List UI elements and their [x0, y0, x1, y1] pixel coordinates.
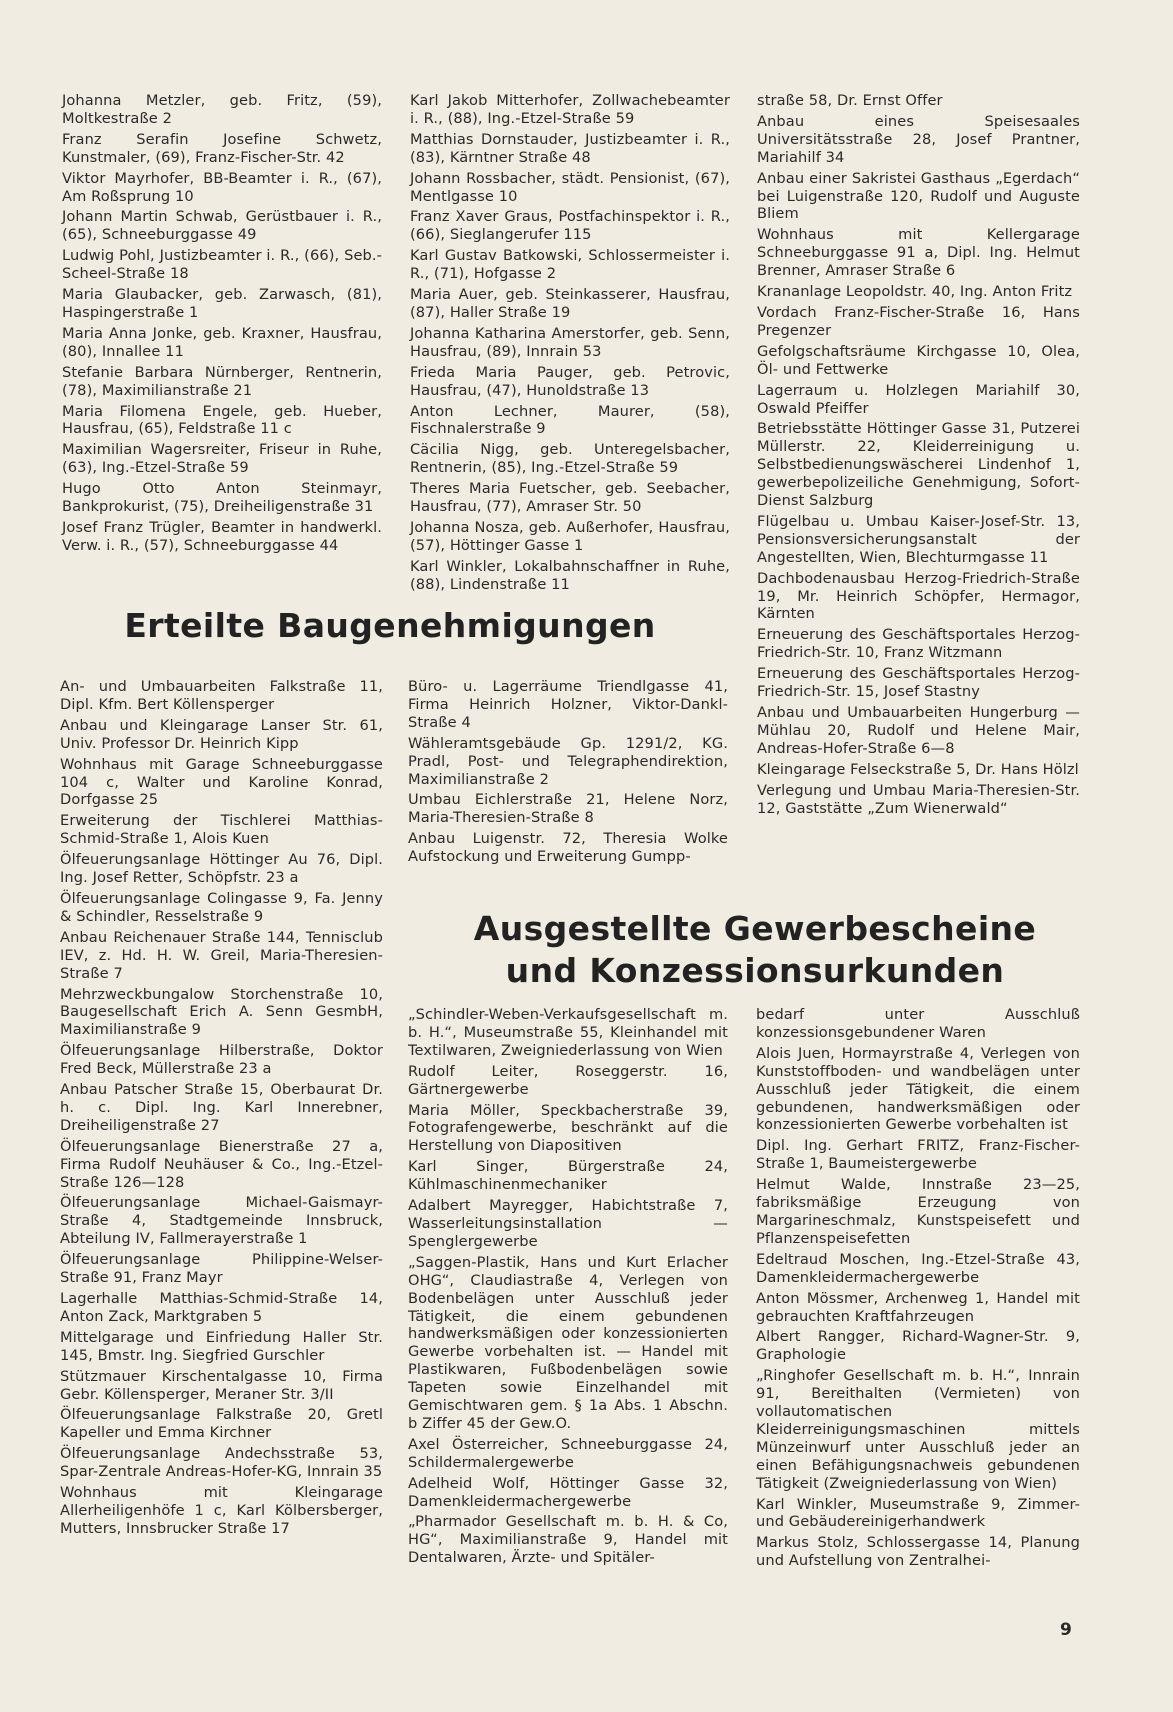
section-heading-baugenehmigungen: Erteilte Baugenehmigungen — [124, 606, 656, 645]
list-item: Anbau und Kleingarage Lanser Str. 61, Univ. Professor Dr. Heinrich Kipp — [60, 716, 383, 752]
list-item: straße 58, Dr. Ernst Offer — [757, 92, 943, 109]
list-item: Franz Serafin Josefine Schwetz, Kunstmaler, (69), Franz-Fischer-Str. 42 — [62, 130, 382, 166]
list-item: Johanna Nosza, geb. Außerhofer, Hausfrau, (57), Höttinger Gasse 1 — [410, 518, 730, 554]
list-item: Stützmauer Kirschentalgasse 10, Firma Gebr. Köllensperger, Meraner Str. 3/II — [60, 1367, 383, 1403]
list-item: Karl Winkler, Museumstraße 9, Zimmer- und Gebäudereinigerhandwerk — [756, 1495, 1080, 1531]
list-item: Erneuerung des Geschäftsportales Herzog-Friedrich-Str. 15, Josef Stastny — [757, 665, 1080, 701]
list-item: Anton Lechner, Maurer, (58), Fischnalerstraße 9 — [410, 402, 730, 438]
list-item: Dipl. Ing. Gerhart FRITZ, Franz-Fischer-Straße 1, Baumeistergewerbe — [756, 1137, 1080, 1173]
list-item: Karl Gustav Batkowski, Schlossermeister i. R., (71), Hofgasse 2 — [410, 247, 730, 283]
list-item: Umbau Eichlerstraße 21, Helene Norz, Maria-Theresien-Straße 8 — [408, 791, 728, 827]
list-item: Ölfeuerungsanlage Höttinger Au 76, Dipl. Ing. Josef Retter, Schöpfstr. 23 a — [60, 851, 383, 887]
list-item: Anbau einer Sakristei Gasthaus „Egerdach“ bei Luigenstraße 120, Rudolf und Auguste Bliem — [757, 169, 1080, 223]
list-item: Maria Möller, Speckbacherstraße 39, Fotografengewerbe, beschränkt auf die Herstellung von Diapositiven — [408, 1101, 728, 1155]
list-item: Anton Mössmer, Archenweg 1, Handel mit gebrauchten Kraftfahrzeugen — [756, 1289, 1080, 1325]
list-item: Hugo Otto Anton Steinmayr, Bankprokurist, (75), Dreiheiligenstraße 31 — [62, 480, 382, 516]
list-item: Ölfeuerungsanlage Philippine-Welser-Straße 91, Franz Mayr — [60, 1251, 383, 1287]
list-item: Wohnhaus mit Kleingarage Allerheiligenhöfe 1 c, Karl Kölbersberger, Mutters, Innsbrucker Straße 17 — [60, 1484, 383, 1537]
list-item: Krananlage Leopoldstr. 40, Ing. Anton Fritz — [757, 283, 1073, 301]
list-item: Ölfeuerungsanlage Bienerstraße 27 a, Firma Rudolf Neuhäuser & Co., Ing.-Etzel-Straße 126—128 — [60, 1137, 383, 1191]
list-item: Edeltraud Moschen, Ing.-Etzel-Straße 43, Damenkleidermachergewerbe — [756, 1250, 1080, 1286]
list-item: Büro- u. Lagerräume Triendlgasse 41, Firma Heinrich Holzner, Viktor-Dankl-Straße 4 — [408, 678, 728, 731]
list-item: Maximilian Wagersreiter, Friseur in Ruhe, (63), Ing.-Etzel-Straße 59 — [62, 441, 382, 477]
list-item: Anbau und Umbauarbeiten Hungerburg — Mühlau 20, Rudolf und Helene Mair, Andreas-Hofer-Straße 6—8 — [757, 704, 1080, 757]
list-item: Gefolgschaftsräume Kirchgasse 10, Olea, Öl- und Fettwerke — [757, 342, 1080, 378]
list-item: Johanna Katharina Amerstorfer, geb. Senn, Hausfrau, (89), Innrain 53 — [410, 324, 730, 360]
list-item: Anbau Reichenauer Straße 144, Tennisclub IEV, z. Hd. H. W. Greil, Maria-Theresien-Straße 7 — [60, 928, 383, 982]
list-item: Adelheid Wolf, Höttinger Gasse 32, Damenkleidermachergewerbe — [408, 1474, 728, 1510]
list-item: Lagerraum u. Holzlegen Mariahilf 30, Oswald Pfeiffer — [757, 381, 1080, 417]
list-item: Maria Anna Jonke, geb. Kraxner, Hausfrau, (80), Innallee 11 — [62, 324, 382, 360]
list-item: Anbau eines Speisesaales Universitätsstraße 28, Josef Prantner, Mariahilf 34 — [757, 112, 1080, 166]
heading-line: Ausgestellte Gewerbescheine — [473, 909, 1037, 948]
list-item: Anbau Patscher Straße 15, Oberbaurat Dr. h. c. Dipl. Ing. Karl Innerebner, Dreiheiligenstraße 27 — [60, 1081, 383, 1134]
list-item: Dachbodenausbau Herzog-Friedrich-Straße 19, Mr. Heinrich Schöpfer, Hermagor, Kärnten — [757, 569, 1080, 623]
list-item: Albert Rangger, Richard-Wagner-Str. 9, Graphologie — [756, 1328, 1080, 1364]
list-item: Vordach Franz-Fischer-Straße 16, Hans Pregenzer — [757, 303, 1080, 339]
list-item: Johann Rossbacher, städt. Pensionist, (67), Mentlgasse 10 — [410, 169, 730, 205]
list-item: Ölfeuerungsanlage Falkstraße 20, Gretl Kapeller und Emma Kirchner — [60, 1406, 383, 1442]
list-item: Ludwig Pohl, Justizbeamter i. R., (66), Seb.-Scheel-Straße 18 — [62, 247, 382, 283]
list-item: Ölfeuerungsanlage Hilberstraße, Doktor Fred Beck, Müllerstraße 23 a — [60, 1042, 383, 1078]
list-item: Axel Österreicher, Schneeburggasse 24, Schildermalergewerbe — [408, 1435, 728, 1471]
list-item: Flügelbau u. Umbau Kaiser-Josef-Str. 13, Pensionsversicherungsanstalt der Angestellten, Wien, Blechturmgasse 11 — [757, 512, 1080, 566]
list-item: „Ringhofer Gesellschaft m. b. H.“, Innrain 91, Bereithalten (Vermieten) von vollautomatischen Kleiderreinigungsmaschinen mittels Münzeinwurf unter Ausschluß jeder an einen Befähigungsnachweis gebundenen Tätigkeit (Zweigniederlassung von Wien) — [756, 1367, 1080, 1492]
list-item: Franz Xaver Graus, Postfachinspektor i. R., (66), Sieglangerufer 115 — [410, 208, 730, 244]
list-item: Johann Martin Schwab, Gerüstbauer i. R., (65), Schneeburggasse 49 — [62, 208, 382, 244]
list-item: Maria Glaubacker, geb. Zarwasch, (81), Haspingerstraße 1 — [62, 286, 382, 321]
list-item: Anbau Luigenstr. 72, Theresia Wolke Aufstockung und Erweiterung Gumpp- — [408, 830, 728, 866]
list-item: „Schindler-Weben-Verkaufsgesellschaft m. b. H.“, Museumstraße 55, Kleinhandel mit Textilwaren, Zweigniederlassung von Wien — [408, 1006, 728, 1059]
list-item: Theres Maria Fuetscher, geb. Seebacher, Hausfrau, (77), Amraser Str. 50 — [410, 480, 730, 516]
list-item: Markus Stolz, Schlossergasse 14, Planung und Aufstellung von Zentralhei- — [756, 1534, 1080, 1570]
list-item: Alois Juen, Hormayrstraße 4, Verlegen von Kunststoffboden- und wandbelägen unter Ausschluß jeder Tätigkeit, die einem gebundenen, handwerksmäßigen oder konzessionierten Gewerbe vorbehalten ist — [756, 1044, 1080, 1134]
list-item: Ölfeuerungsanlage Michael-Gaismayr-Straße 4, Stadtgemeinde Innsbruck, Abteilung IV, Fallmerayerstraße 1 — [60, 1194, 383, 1248]
list-item: Ölfeuerungsanlage Andechsstraße 53, Spar-Zentrale Andreas-Hofer-KG, Innrain 35 — [60, 1445, 383, 1481]
list-item: Viktor Mayrhofer, BB-Beamter i. R., (67), Am Roßsprung 10 — [62, 169, 382, 205]
list-item: An- und Umbauarbeiten Falkstraße 11, Dipl. Kfm. Bert Köllensperger — [60, 678, 383, 713]
list-item: Rudolf Leiter, Roseggerstr. 16, Gärtnergewerbe — [408, 1062, 728, 1098]
list-item: Ölfeuerungsanlage Colingasse 9, Fa. Jenny & Schindler, Resselstraße 9 — [60, 889, 383, 925]
list-item: Johanna Metzler, geb. Fritz, (59), Moltkestraße 2 — [62, 92, 382, 127]
list-item: Verlegung und Umbau Maria-Theresien-Str. 12, Gaststätte „Zum Wienerwald“ — [757, 781, 1080, 817]
trade-licenses-column-3 — [756, 1006, 1080, 1573]
list-item: bedarf unter Ausschluß konzessionsgebundener Waren — [756, 1006, 1080, 1041]
list-item: Wohnhaus mit Garage Schneeburggasse 104 c, Walter und Karoline Konrad, Dorfgasse 25 — [60, 755, 383, 809]
list-item: Wohnhaus mit Kellergarage Schneeburggasse 91 a, Dipl. Ing. Helmut Brenner, Amraser Straße 6 — [757, 226, 1080, 280]
list-item: Karl Winkler, Lokalbahnschaffner in Ruhe, (88), Lindenstraße 11 — [410, 557, 730, 593]
permits-column-2 — [408, 678, 728, 869]
list-item: Mittelgarage und Einfriedung Haller Str. 145, Bmstr. Ing. Siegfried Gurschler — [60, 1328, 383, 1364]
list-item: Erneuerung des Geschäftsportales Herzog-Friedrich-Str. 10, Franz Witzmann — [757, 626, 1080, 662]
list-item: Karl Singer, Bürgerstraße 24, Kühlmaschinenmechaniker — [408, 1158, 728, 1194]
trade-licenses-column-2 — [408, 1006, 728, 1570]
list-item: Matthias Dornstauder, Justizbeamter i. R., (83), Kärntner Straße 48 — [410, 130, 730, 166]
deaths-column-2 — [410, 92, 730, 597]
list-item: „Pharmador Gesellschaft m. b. H. & Co, HG“, Maximilianstraße 9, Handel mit Dentalwaren, Ärzte- und Spitäler- — [408, 1513, 728, 1567]
deaths-column-1 — [62, 92, 382, 558]
list-item: Maria Auer, geb. Steinkasserer, Hausfrau, (87), Haller Straße 19 — [410, 286, 730, 321]
permits-column-1 — [60, 678, 383, 1541]
list-item: Helmut Walde, Innstraße 23—25, fabriksmäßige Erzeugung von Margarineschmalz, Kunstspeisefett und Pflanzenspeisefetten — [756, 1176, 1080, 1247]
list-item: Betriebsstätte Höttinger Gasse 31, Putzerei Müllerstr. 22, Kleiderreinigung u. Selbstbedienungswäscherei Lindenhof 1, gewerbepolizeiliche Genehmigung, Sofort-Dienst Salzburg — [757, 420, 1080, 510]
list-item: Stefanie Barbara Nürnberger, Rentnerin, (78), Maximilianstraße 21 — [62, 363, 382, 399]
list-item: Frieda Maria Pauger, geb. Petrovic, Hausfrau, (47), Hunoldstraße 13 — [410, 363, 730, 399]
list-item: Adalbert Mayregger, Habichtstraße 7, Wasserleitungsinstallation — Spenglergewerbe — [408, 1197, 728, 1250]
list-item: Karl Jakob Mitterhofer, Zollwachebeamter i. R., (88), Ing.-Etzel-Straße 59 — [410, 92, 730, 127]
list-item: Wähleramtsgebäude Gp. 1291/2, KG. Pradl, Post- und Telegraphendirektion, Maximilianstraße 2 — [408, 734, 728, 788]
list-item: Lagerhalle Matthias-Schmid-Straße 14, Anton Zack, Marktgraben 5 — [60, 1290, 383, 1325]
list-item: Cäcilia Nigg, geb. Unteregelsbacher, Rentnerin, (85), Ing.-Etzel-Straße 59 — [410, 441, 730, 477]
list-item: Kleingarage Felseckstraße 5, Dr. Hans Hölzl — [757, 760, 1079, 778]
heading-line: und Konzessionsurkunden — [505, 951, 1005, 990]
list-item: Mehrzweckbungalow Storchenstraße 10, Baugesellschaft Erich A. Senn GesmbH, Maximilianstraße 9 — [60, 985, 383, 1039]
page-number: 9 — [1060, 1620, 1072, 1640]
list-item: Maria Filomena Engele, geb. Hueber, Hausfrau, (65), Feldstraße 11 c — [62, 402, 382, 438]
list-item: Erweiterung der Tischlerei Matthias-Schmid-Straße 1, Alois Kuen — [60, 812, 383, 848]
list-item: „Saggen-Plastik, Hans und Kurt Erlacher OHG“, Claudiastraße 4, Verlegen von Bodenbelägen unter Ausschluß jeder Tätigkeit, die einem gebundenen handwerksmäßigen oder konzessionierten Gewerbe vorbehalten ist. — Handel mit Plastikwaren, Fußbodenbelägen sowie Tapeten sowie Einzelhandel mit Gemischtwaren gem. § 1a Abs. 1 Abschn. b Ziffer 45 der Gew.O. — [408, 1253, 728, 1432]
permits-column-3 — [757, 92, 1080, 820]
list-item: Josef Franz Trügler, Beamter in handwerkl. Verw. i. R., (57), Schneeburggasse 44 — [62, 518, 382, 554]
section-heading-gewerbescheine — [400, 908, 1110, 992]
